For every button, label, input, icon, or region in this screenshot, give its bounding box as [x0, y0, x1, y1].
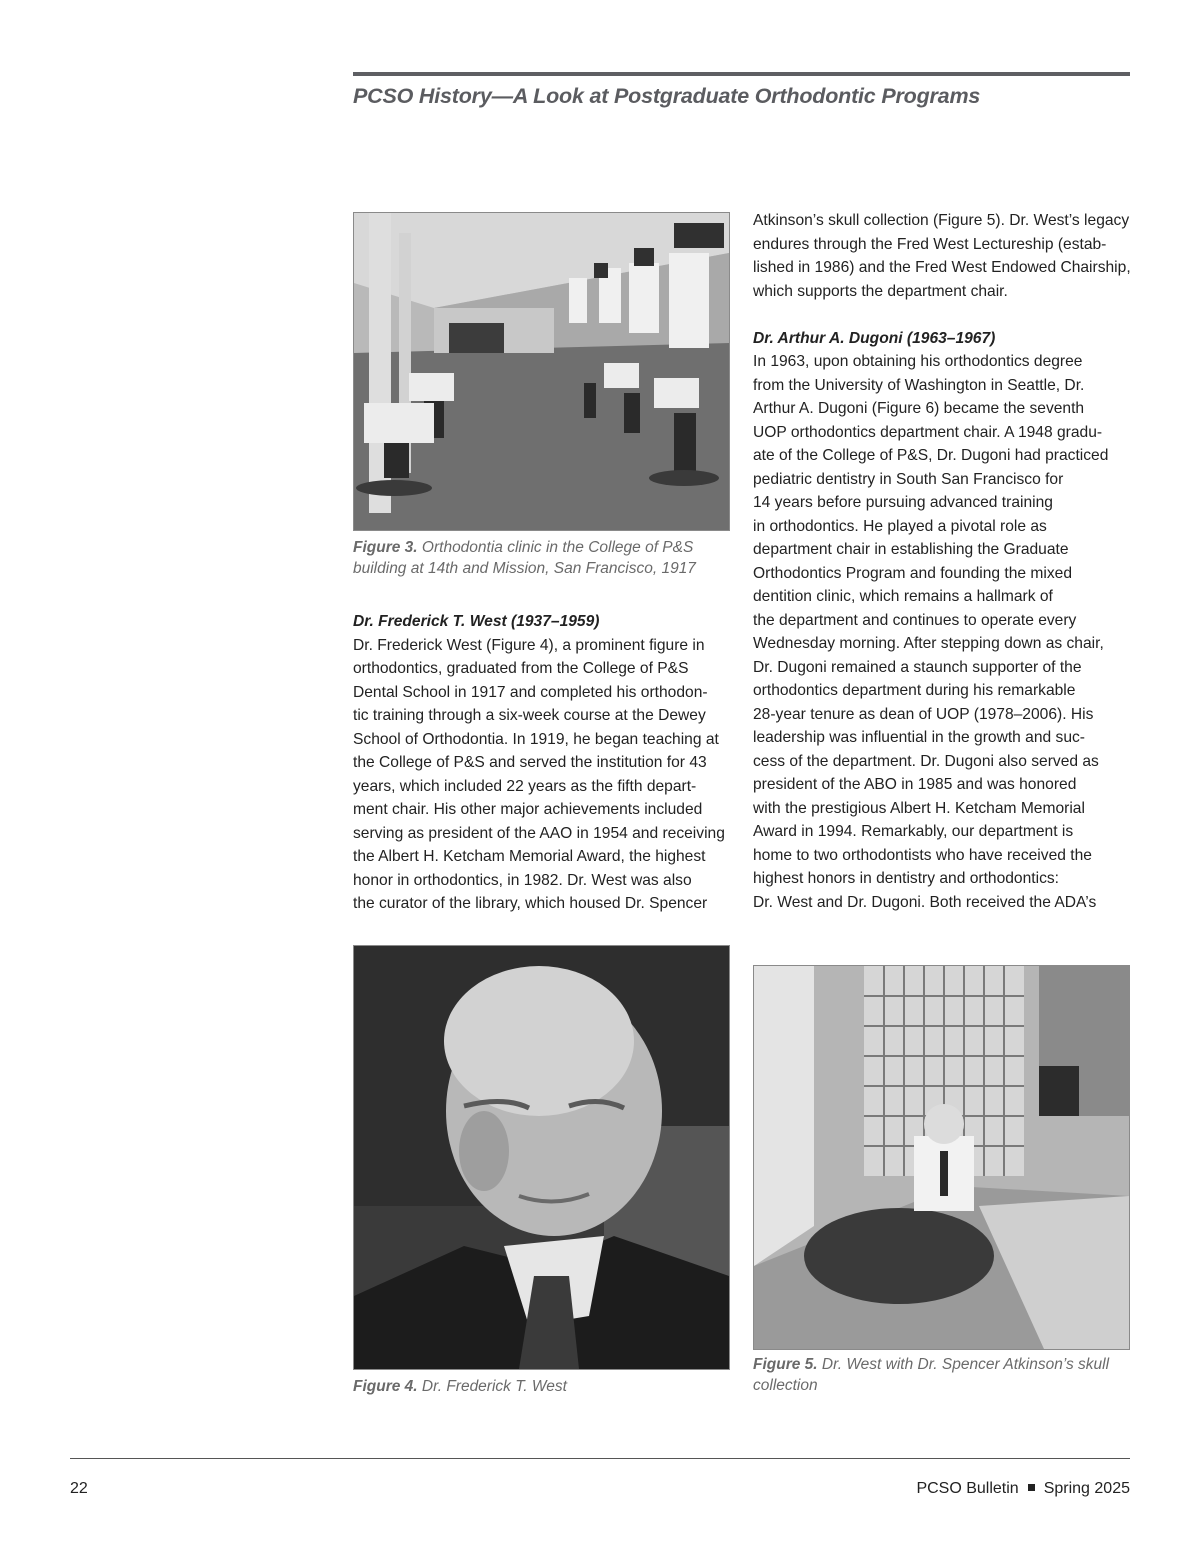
body-line: which supports the department chair.: [753, 282, 1008, 300]
left-column-text: [353, 610, 738, 916]
body-line: honor in orthodontics, in 1982. Dr. West was also: [353, 871, 692, 889]
body-line: the curator of the library, which housed Dr. Spencer: [353, 895, 708, 912]
figure-4-caption: [353, 1376, 733, 1397]
figure-5-caption: [753, 1354, 1133, 1396]
body-line: Atkinson’s skull collection (Figure 5). Dr. West’s legacy: [753, 212, 1130, 229]
publication-info: [916, 1480, 1130, 1498]
body-line: orthodontics department during his remarkable: [753, 682, 1076, 699]
body-line: In 1963, upon obtaining his orthodontics degree: [753, 353, 1083, 370]
body-line: 14 years before pursuing advanced training: [753, 494, 1053, 511]
page-number: 22: [70, 1480, 88, 1497]
body-line: Wednesday morning. After stepping down as chair,: [753, 635, 1104, 652]
body-line: Arthur A. Dugoni (Figure 6) became the seventh: [753, 400, 1085, 417]
body-line: UOP orthodontics department chair. A 1948 gradu-: [753, 423, 1103, 441]
body-line: department chair in establishing the Graduate: [753, 541, 1069, 558]
body-line: cess of the department. Dr. Dugoni also served as: [753, 752, 1099, 770]
figure-3-label: Figure 3.: [353, 539, 418, 556]
figure-4-label: Figure 4.: [353, 1378, 418, 1395]
figure-3-caption-line-1: Orthodontia clinic in the College of P&S: [421, 539, 694, 556]
body-line: lished in 1986) and the Fred West Endowed Chairship,: [753, 259, 1131, 276]
body-line: the Albert H. Ketcham Memorial Award, the highest: [353, 848, 706, 865]
body-line: president of the ABO in 1985 and was honored: [753, 776, 1077, 793]
body-line: the department and continues to operate every: [753, 611, 1077, 629]
body-line: in orthodontics. He played a pivotal role as: [753, 517, 1047, 535]
publication-name: PCSO Bulletin: [916, 1480, 1019, 1497]
body-line: endures through the Fred West Lectureship (estab-: [753, 235, 1107, 253]
figure-4-portrait-photo: [353, 945, 730, 1370]
issue-date: Spring 2025: [1043, 1480, 1130, 1497]
figure-5-label: Figure 5.: [753, 1356, 818, 1373]
figure-5-skull-collection-photo: [753, 965, 1130, 1350]
body-line: pediatric dentistry in South San Francisco for: [753, 470, 1064, 488]
body-line: dentition clinic, which remains a hallmark of: [753, 588, 1053, 605]
body-line: Orthodontics Program and founding the mixed: [753, 564, 1072, 582]
west-subheading: Dr. Frederick T. West (1937–1959): [353, 613, 600, 630]
paragraph-gap: [753, 303, 1138, 327]
section-title: PCSO History—A Look at Postgraduate Orthodontic Programs: [353, 84, 981, 108]
body-line: Dr. West and Dr. Dugoni. Both received the ADA’s: [753, 893, 1097, 911]
body-line: Dr. Frederick West (Figure 4), a prominent figure in: [353, 636, 705, 654]
figure-4-caption-text: Dr. Frederick T. West: [421, 1378, 567, 1395]
body-line: with the prestigious Albert H. Ketcham Memorial: [753, 799, 1085, 817]
body-line: Award in 1994. Remarkably, our department is: [753, 823, 1074, 840]
figure-3-clinic-photo: [353, 212, 730, 531]
figure-3-caption: [353, 537, 733, 579]
body-line: ate of the College of P&S, Dr. Dugoni had practiced: [753, 447, 1109, 464]
separator-square-icon: [1028, 1484, 1035, 1491]
body-line: highest honors in dentistry and orthodontics:: [753, 870, 1059, 887]
body-line: leadership was influential in the growth and suc-: [753, 729, 1085, 746]
body-line: ment chair. His other major achievements included: [353, 801, 703, 818]
header-rule: [353, 72, 1130, 76]
body-line: Dr. Dugoni remained a staunch supporter of the: [753, 658, 1082, 676]
figure-5-caption-line-1: Dr. West with Dr. Spencer Atkinson’s skull: [821, 1356, 1110, 1373]
body-line: serving as president of the AAO in 1954 and receiving: [353, 824, 725, 842]
figure-5-caption-line-2: collection: [753, 1377, 818, 1394]
body-line: orthodontics, graduated from the College of P&S: [353, 660, 689, 677]
dugoni-subheading: Dr. Arthur A. Dugoni (1963–1967): [753, 329, 996, 347]
body-line: from the University of Washington in Seattle, Dr.: [753, 376, 1085, 394]
right-column-text: [753, 209, 1138, 914]
body-line: School of Orthodontia. In 1919, he began teaching at: [353, 730, 719, 748]
body-line: home to two orthodontists who have received the: [753, 846, 1092, 864]
body-line: 28-year tenure as dean of UOP (1978–2006). His: [753, 705, 1094, 723]
figure-3-caption-line-2: building at 14th and Mission, San Francisco, 1917: [353, 560, 696, 577]
footer-rule: [70, 1458, 1130, 1459]
body-line: tic training through a six-week course at the Dewey: [353, 707, 706, 724]
body-line: the College of P&S and served the institution for 43: [353, 754, 707, 771]
body-line: years, which included 22 years as the fifth depart-: [353, 777, 697, 795]
body-line: Dental School in 1917 and completed his orthodon-: [353, 683, 708, 701]
